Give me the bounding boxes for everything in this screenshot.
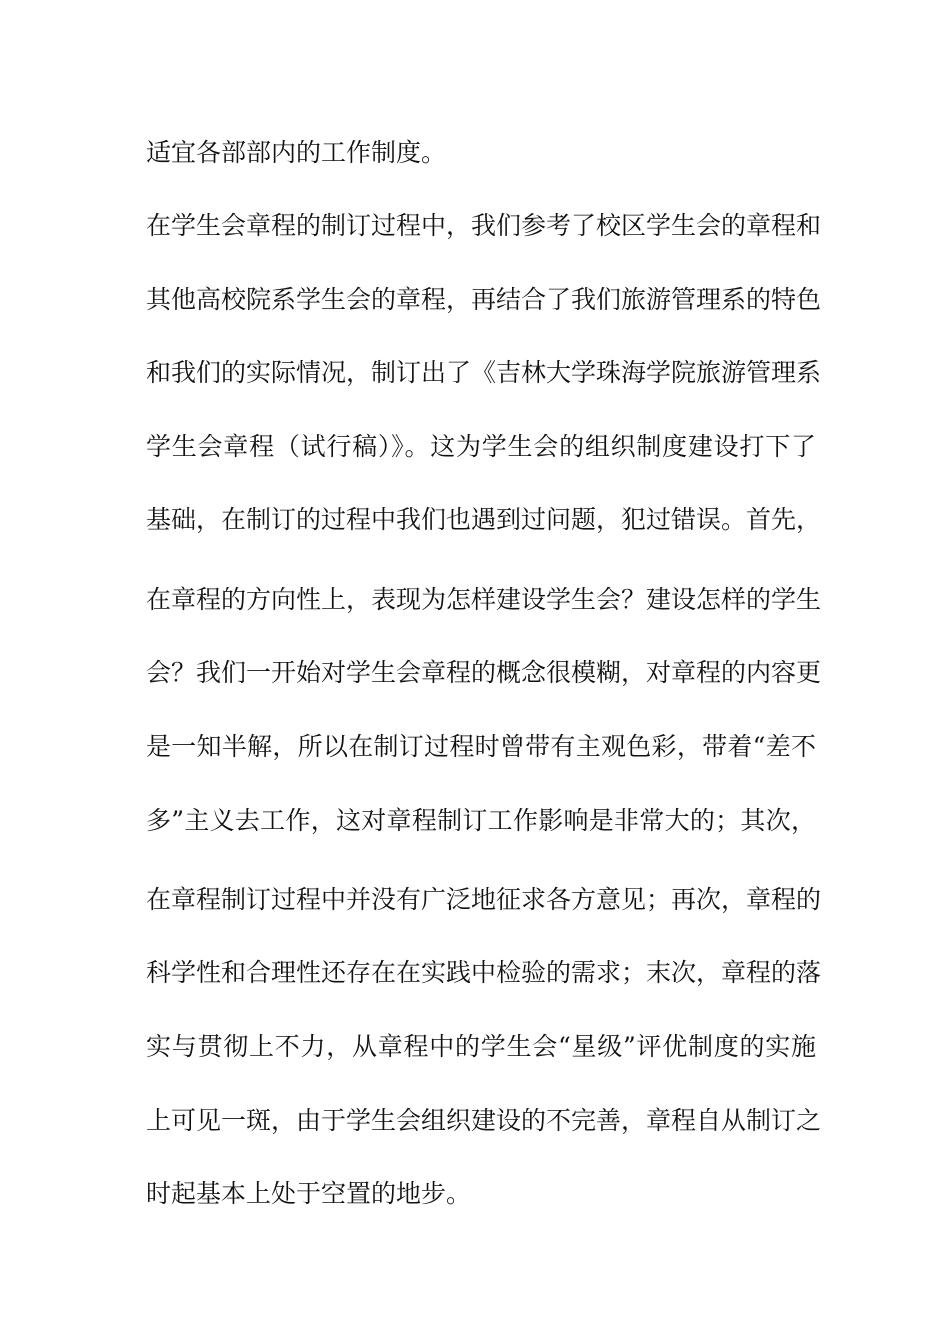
text-line: 上可见一斑，由于学生会组织建设的不完善，章程自从制订之 bbox=[146, 1106, 822, 1135]
text-line: 是一知半解，所以在制订过程时曾带有主观色彩，带着“差不 bbox=[146, 732, 816, 761]
text-line: 时起基本上处于空置的地步。 bbox=[146, 1179, 472, 1208]
text-line: 适宜各部部内的工作制度。 bbox=[146, 138, 447, 167]
text-line: 科学性和合理性还存在在实践中检验的需求；末次，章程的落 bbox=[146, 958, 822, 987]
text-line: 其他高校院系学生会的章程，再结合了我们旅游管理系的特色 bbox=[146, 285, 822, 314]
text-line: 在章程的方向性上，表现为怎样建设学生会？建设怎样的学生 bbox=[146, 585, 822, 614]
text-line: 在学生会章程的制订过程中，我们参考了校区学生会的章程和 bbox=[146, 211, 822, 240]
text-line: 学生会章程（试行稿）》。这为学生会的组织制度建设打下了 bbox=[146, 432, 816, 461]
text-line: 和我们的实际情况，制订出了《吉林大学珠海学院旅游管理系 bbox=[146, 358, 822, 387]
text-line: 多”主义去工作，这对章程制订工作影响是非常大的；其次， bbox=[146, 806, 816, 835]
text-line: 基础，在制订的过程中我们也遇到过问题，犯过错误。首先， bbox=[146, 505, 822, 534]
text-line: 会？我们一开始对学生会章程的概念很模糊，对章程的内容更 bbox=[146, 658, 822, 687]
text-line: 在章程制订过程中并没有广泛地征求各方意见；再次，章程的 bbox=[146, 885, 822, 914]
text-line: 实与贯彻上不力，从章程中的学生会“星级”评优制度的实施 bbox=[146, 1032, 816, 1061]
